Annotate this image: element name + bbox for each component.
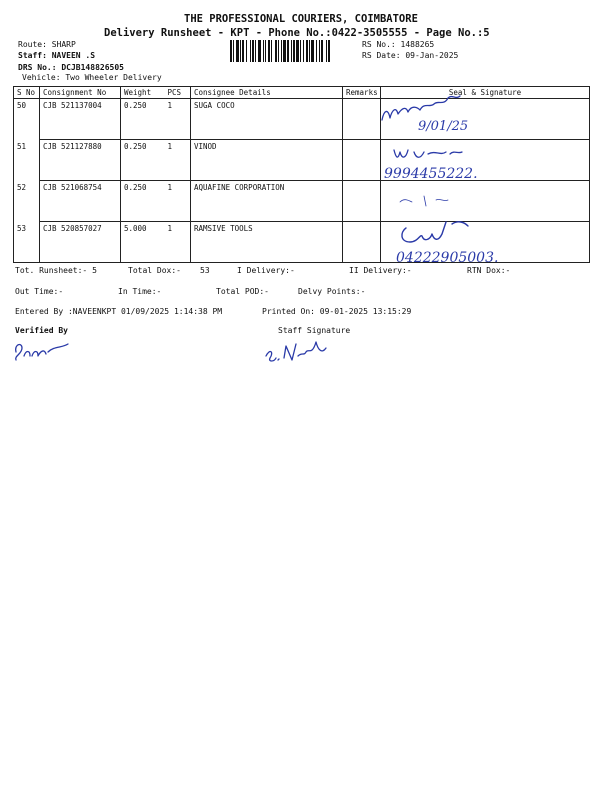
row-weight: 0.250 (121, 140, 165, 181)
route-label: Route: SHARP (18, 40, 76, 49)
row-pcs: 1 (165, 99, 191, 140)
i-delivery: I Delivery:- (237, 266, 295, 275)
row-pcs: 1 (165, 181, 191, 222)
row-remarks (343, 99, 381, 140)
col-consignee: Consignee Details (191, 87, 343, 99)
rtn-dox: RTN Dox:- (467, 266, 511, 275)
row-pcs: 1 (165, 140, 191, 181)
row-remarks (343, 140, 381, 181)
row-sno: 52 (14, 181, 40, 222)
drs-label: DRS No.: DCJB148826505 (18, 63, 124, 72)
signature-date-text: 9/01/25 (418, 119, 469, 134)
col-consignment: Consignment No (40, 87, 121, 99)
staff-label: Staff: NAVEEN .S (18, 51, 96, 60)
signature-row-53 (396, 218, 566, 266)
signature-phone-text: 04222905003. (396, 250, 499, 266)
row-consignment: CJB 521068754 (40, 181, 121, 222)
row-remarks (343, 222, 381, 263)
col-sno: S No (14, 87, 40, 99)
signature-row-50 (378, 90, 508, 135)
row-sno: 50 (14, 99, 40, 140)
table-row (14, 181, 590, 222)
col-remarks: Remarks (343, 87, 381, 99)
col-weight: Weight (121, 87, 165, 99)
signature-phone-text: 9994455222. (384, 166, 478, 182)
company-name: THE PROFESSIONAL COURIERS, COIMBATORE (184, 13, 418, 25)
verified-by-label: Verified By (15, 326, 68, 335)
row-consignee: VINOD (191, 140, 343, 181)
row-consignment: CJB 521127880 (40, 140, 121, 181)
row-consignment: CJB 521137004 (40, 99, 121, 140)
row-remarks (343, 181, 381, 222)
delvy-points: Delvy Points:- (298, 287, 366, 296)
staff-signature-image (262, 338, 342, 366)
runsheet-subtitle: Delivery Runsheet - KPT - Phone No.:0422-3505555 - Page No.:5 (104, 27, 490, 39)
total-pod: Total POD:- (216, 287, 269, 296)
total-dox-label: Total Dox:- (128, 266, 181, 275)
signature-row-51 (380, 140, 520, 182)
row-consignment: CJB 520857027 (40, 222, 121, 263)
entered-by: Entered By :NAVEENKPT 01/09/2025 1:14:38 PM (15, 307, 223, 316)
col-pcs: PCS (165, 87, 191, 99)
out-time: Out Time:- (15, 287, 64, 296)
printed-on: Printed On: 09-01-2025 13:15:29 (262, 307, 412, 316)
row-weight: 5.000 (121, 222, 165, 263)
verified-by-signature (12, 338, 72, 364)
row-weight: 0.250 (121, 181, 165, 222)
in-time: In Time:- (118, 287, 162, 296)
row-consignee: RAMSIVE TOOLS (191, 222, 343, 263)
row-weight: 0.250 (121, 99, 165, 140)
signature-row-52 (390, 188, 480, 212)
barcode-image (230, 40, 358, 62)
rs-date: RS Date: 09-Jan-2025 (362, 51, 459, 60)
row-consignee: SUGA COCO (191, 99, 343, 140)
row-consignee: AQUAFINE CORPORATION (191, 181, 343, 222)
ii-delivery: II Delivery:- (349, 266, 412, 275)
row-sno: 51 (14, 140, 40, 181)
vehicle-label: Vehicle: Two Wheeler Delivery (22, 73, 162, 82)
row-pcs: 1 (165, 222, 191, 263)
staff-signature-label: Staff Signature (278, 326, 351, 335)
total-dox-value: 53 (200, 266, 210, 275)
tot-runsheet: Tot. Runsheet:- 5 (15, 266, 97, 275)
col-seal-signature: Seal & Signature (381, 87, 590, 99)
rs-number: RS No.: 1488265 (362, 40, 435, 49)
row-sno: 53 (14, 222, 40, 263)
